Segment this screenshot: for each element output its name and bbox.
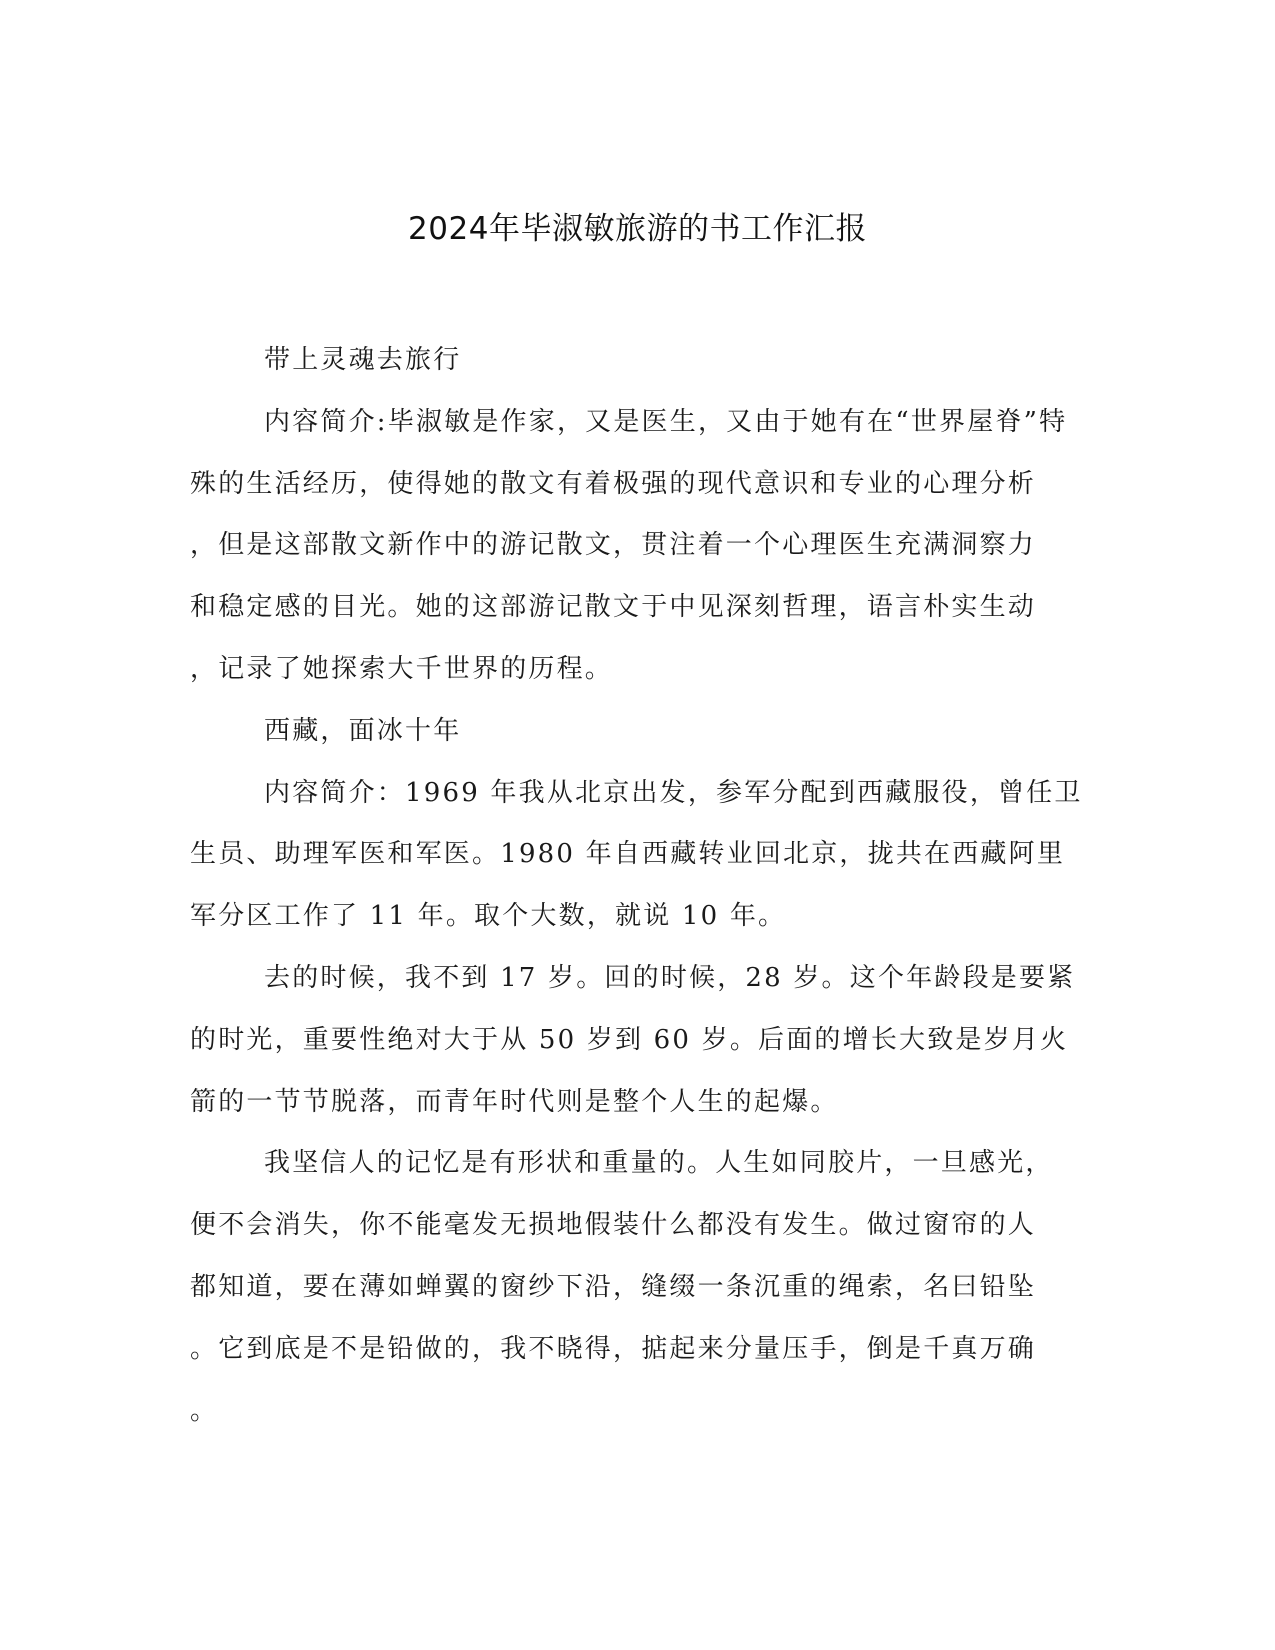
paragraph-line: 内容简介:毕淑敏是作家，又是医生，又由于她有在“世界屋脊”特 <box>264 406 1068 437</box>
paragraph-line: 生员、助理军医和军医。1980 年自西藏转业回北京，拢共在西藏阿里 <box>190 839 1066 870</box>
paragraph-4 <box>190 763 1085 948</box>
document-title: 2024年毕淑敏旅游的书工作汇报 <box>408 211 867 247</box>
paragraph-line: 西藏，面冰十年 <box>264 715 462 746</box>
paragraph-line: 。 <box>190 1395 219 1426</box>
paragraph-line: 。它到底是不是铅做的，我不晓得，掂起来分量压手，倒是千真万确 <box>190 1333 1037 1364</box>
paragraph-line: 内容简介：1969 年我从北京出发，参军分配到西藏服役，曾任卫 <box>264 777 1083 808</box>
paragraph-line: ，记录了她探索大千世界的历程。 <box>190 653 614 684</box>
paragraph-3 <box>190 701 1085 763</box>
paragraph-line: 箭的一节节脱落，而青年时代则是整个人生的起爆。 <box>190 1086 839 1117</box>
paragraph-line: ，但是这部散文新作中的游记散文，贯注着一个心理医生充满洞察力 <box>190 530 1037 561</box>
paragraph-2 <box>190 392 1085 701</box>
paragraph-line: 便不会消失，你不能毫发无损地假装什么都没有发生。做过窗帘的人 <box>190 1210 1037 1241</box>
paragraph-line: 和稳定感的目光。她的这部游记散文于中见深刻哲理，语言朴实生动 <box>190 592 1037 623</box>
paragraph-line: 带上灵魂去旅行 <box>264 345 462 375</box>
paragraph-line: 都知道，要在薄如蝉翼的窗纱下沿，缝缀一条沉重的绳索，名曰铅坠 <box>190 1271 1037 1302</box>
paragraph-line: 的时光，重要性绝对大于从 50 岁到 60 岁。后面的增长大致是岁月火 <box>190 1024 1069 1055</box>
paragraph-1 <box>190 330 1085 392</box>
document-body <box>190 330 1085 1442</box>
paragraph-line: 军分区工作了 11 年。取个大数，就说 10 年。 <box>190 901 787 932</box>
paragraph-5 <box>190 948 1085 1133</box>
paragraph-line: 去的时候，我不到 17 岁。回的时候，28 岁。这个年龄段是要紧 <box>264 962 1076 993</box>
paragraph-6 <box>190 1133 1085 1442</box>
paragraph-line: 我坚信人的记忆是有形状和重量的。人生如同胶片，一旦感光， <box>264 1148 1054 1179</box>
paragraph-line: 殊的生活经历，使得她的散文有着极强的现代意识和专业的心理分析 <box>190 468 1037 499</box>
